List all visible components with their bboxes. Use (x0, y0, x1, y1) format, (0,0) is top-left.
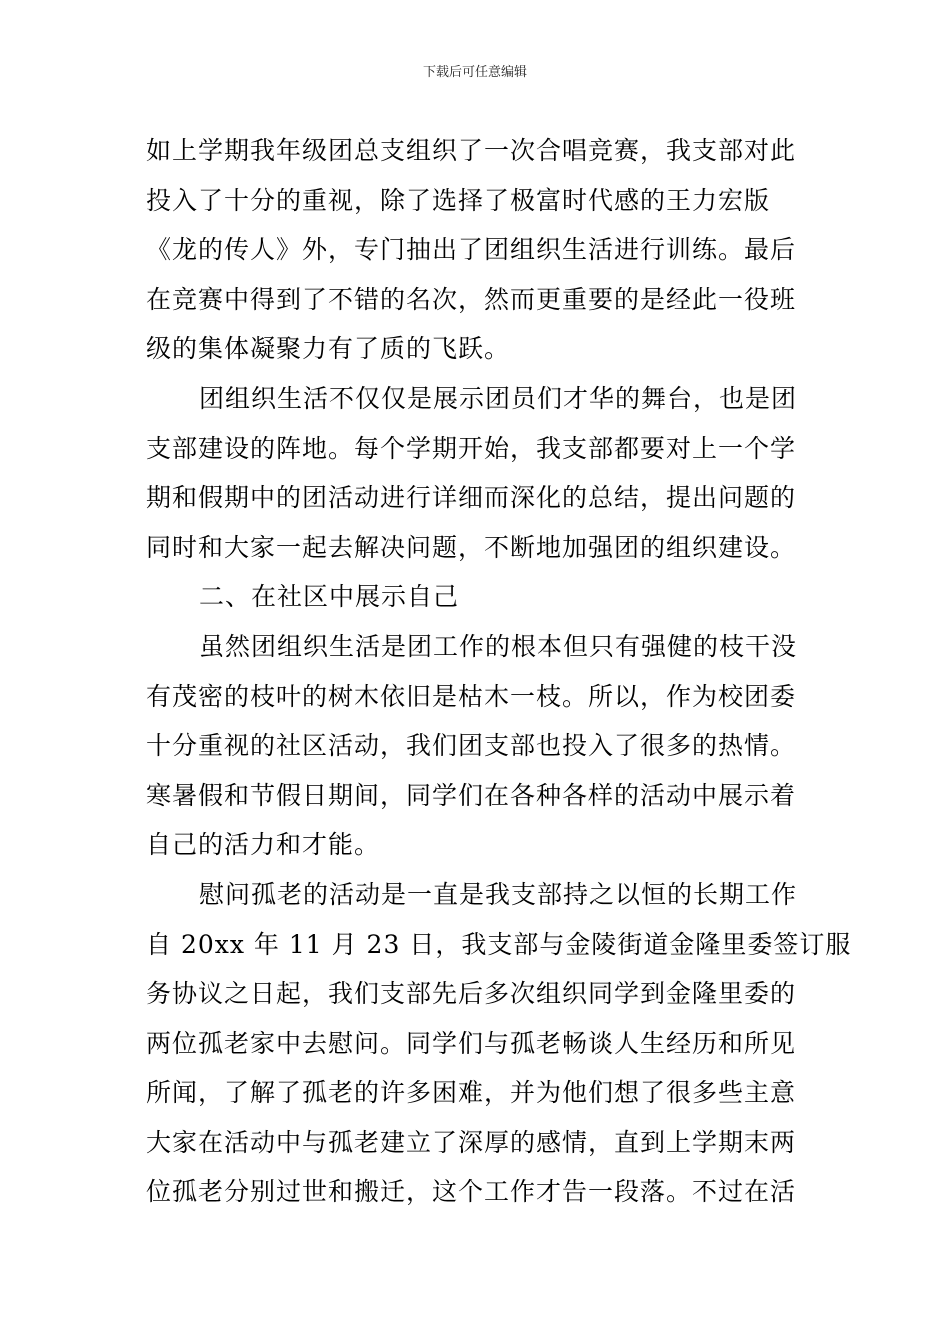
text-line: 支部建设的阵地。每个学期开始，我支部都要对上一个学 (146, 433, 797, 463)
text-line: 投入了十分的重视，除了选择了极富时代感的王力宏版 (146, 185, 771, 215)
document-body (146, 126, 852, 1217)
text-line: 期和假期中的团活动进行详细而深化的总结，提出问题的 (146, 483, 797, 513)
page-header: 下载后可任意编辑 (422, 65, 527, 80)
text-line: 《龙的传人》外，专门抽出了团组织生活进行训练。最后 (146, 235, 797, 265)
text-line: 两位孤老家中去慰问。同学们与孤老畅谈人生经历和所见 (146, 1028, 797, 1058)
text-line: 自己的活力和才能。 (146, 830, 381, 860)
text-line: 十分重视的社区活动，我们团支部也投入了很多的热情。 (146, 731, 797, 761)
text-line: 自 20xx 年 11 月 23 日，我支部与金陵街道金隆里委签订服 (146, 929, 852, 959)
text-line: 同时和大家一起去解决问题，不断地加强团的组织建设。 (146, 532, 797, 562)
text-line: 寒暑假和节假日期间，同学们在各种各样的活动中展示着 (146, 780, 797, 810)
text-line: 慰问孤老的活动是一直是我支部持之以恒的长期工作 (199, 879, 798, 909)
text-line: 有茂密的枝叶的树木依旧是枯木一枝。所以，作为校团委 (146, 681, 797, 711)
text-line: 团组织生活不仅仅是展示团员们才华的舞台，也是团 (199, 383, 798, 413)
text-line: 如上学期我年级团总支组织了一次合唱竞赛，我支部对此 (146, 136, 797, 165)
text-line: 大家在活动中与孤老建立了深厚的感情，直到上学期末两 (146, 1127, 797, 1157)
text-line: 二、在社区中展示自己 (199, 582, 460, 612)
text-line: 务协议之日起，我们支部先后多次组织同学到金隆里委的 (146, 979, 797, 1009)
text-line: 在竞赛中得到了不错的名次，然而更重要的是经此一役班 (146, 284, 797, 314)
text-line: 虽然团组织生活是团工作的根本但只有强健的枝干没 (199, 631, 798, 661)
text-line: 级的集体凝聚力有了质的飞跃。 (146, 334, 511, 364)
text-line: 位孤老分别过世和搬迁，这个工作才告一段落。不过在活 (146, 1177, 797, 1207)
text-line: 所闻，了解了孤老的许多困难，并为他们想了很多些主意 (146, 1078, 797, 1108)
